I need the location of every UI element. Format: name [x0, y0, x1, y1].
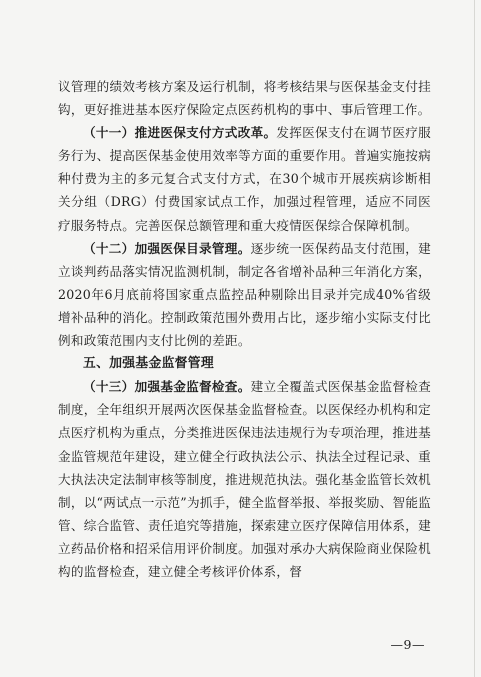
paragraph-lead: （十二）加强医保目录管理。 [83, 240, 251, 256]
paragraph-body: 建立全覆盖式医保基金监督检查制度，全年组织开展两次医保基金监督检查。以医保经办机构和定点医疗机构为重点，分类推进医保违法违规行为专项治理，推进基金监管规范年建设，建立健全行政执法公示、执法全过程记录、重大执法决定法制审核等制度，推进规范执法。强化基金监管长效机制，以“两试点一示范”为抓手，健全监督举报、举报奖励、智能监管、综合监管、责任追究等措施，探索建立医疗保障信用体系，建立药品价格和招采信用评价制度。加强对承办大病保险商业保险机构的监督检查，建立健全考核评价体系，督 [58, 379, 432, 579]
document-body [58, 75, 431, 583]
paper-edge [474, 0, 475, 677]
paragraph-catalog-management [58, 237, 431, 352]
paragraph-lead: （十一）推进医保支付方式改革。 [83, 125, 277, 141]
page-number: —9— [390, 637, 425, 652]
paragraph-fund-supervision [58, 375, 431, 583]
paragraph-continuation: 议管理的绩效考核方案及运行机制，将考核结果与医保基金支付挂钩，更好推进基本医疗保险定点医药机构的事中、事后管理工作。 [58, 79, 431, 118]
paragraph-payment-reform [58, 121, 431, 236]
section-heading: 五、加强基金监督管理 [83, 356, 214, 372]
paragraph-lead: （十三）加强基金监督检查。 [83, 379, 251, 395]
paragraph-body: 逐步统一医保药品支付范围，建立谈判药品落实情况监测机制，制定各省增补品种三年消化方案，2020年6月底前将国家重点监控品种剔除出目录并完成40%省级增补品种的消化。控制政策范围外费用占比，逐步缩小实际支付比例和政策范围内支付比例的差距。 [58, 240, 431, 349]
paragraph-body: 发挥医保支付在调节医疗服务行为、提高医保基金使用效率等方面的重要作用。普遍实施按病种付费为主的多元复合式支付方式，在30个城市开展疾病诊断相关分组（DRG）付费国家试点工作，加强过程管理，适应不同医疗服务特点。完善医保总额管理和重大疫情医保综合保障机制。 [58, 125, 431, 233]
